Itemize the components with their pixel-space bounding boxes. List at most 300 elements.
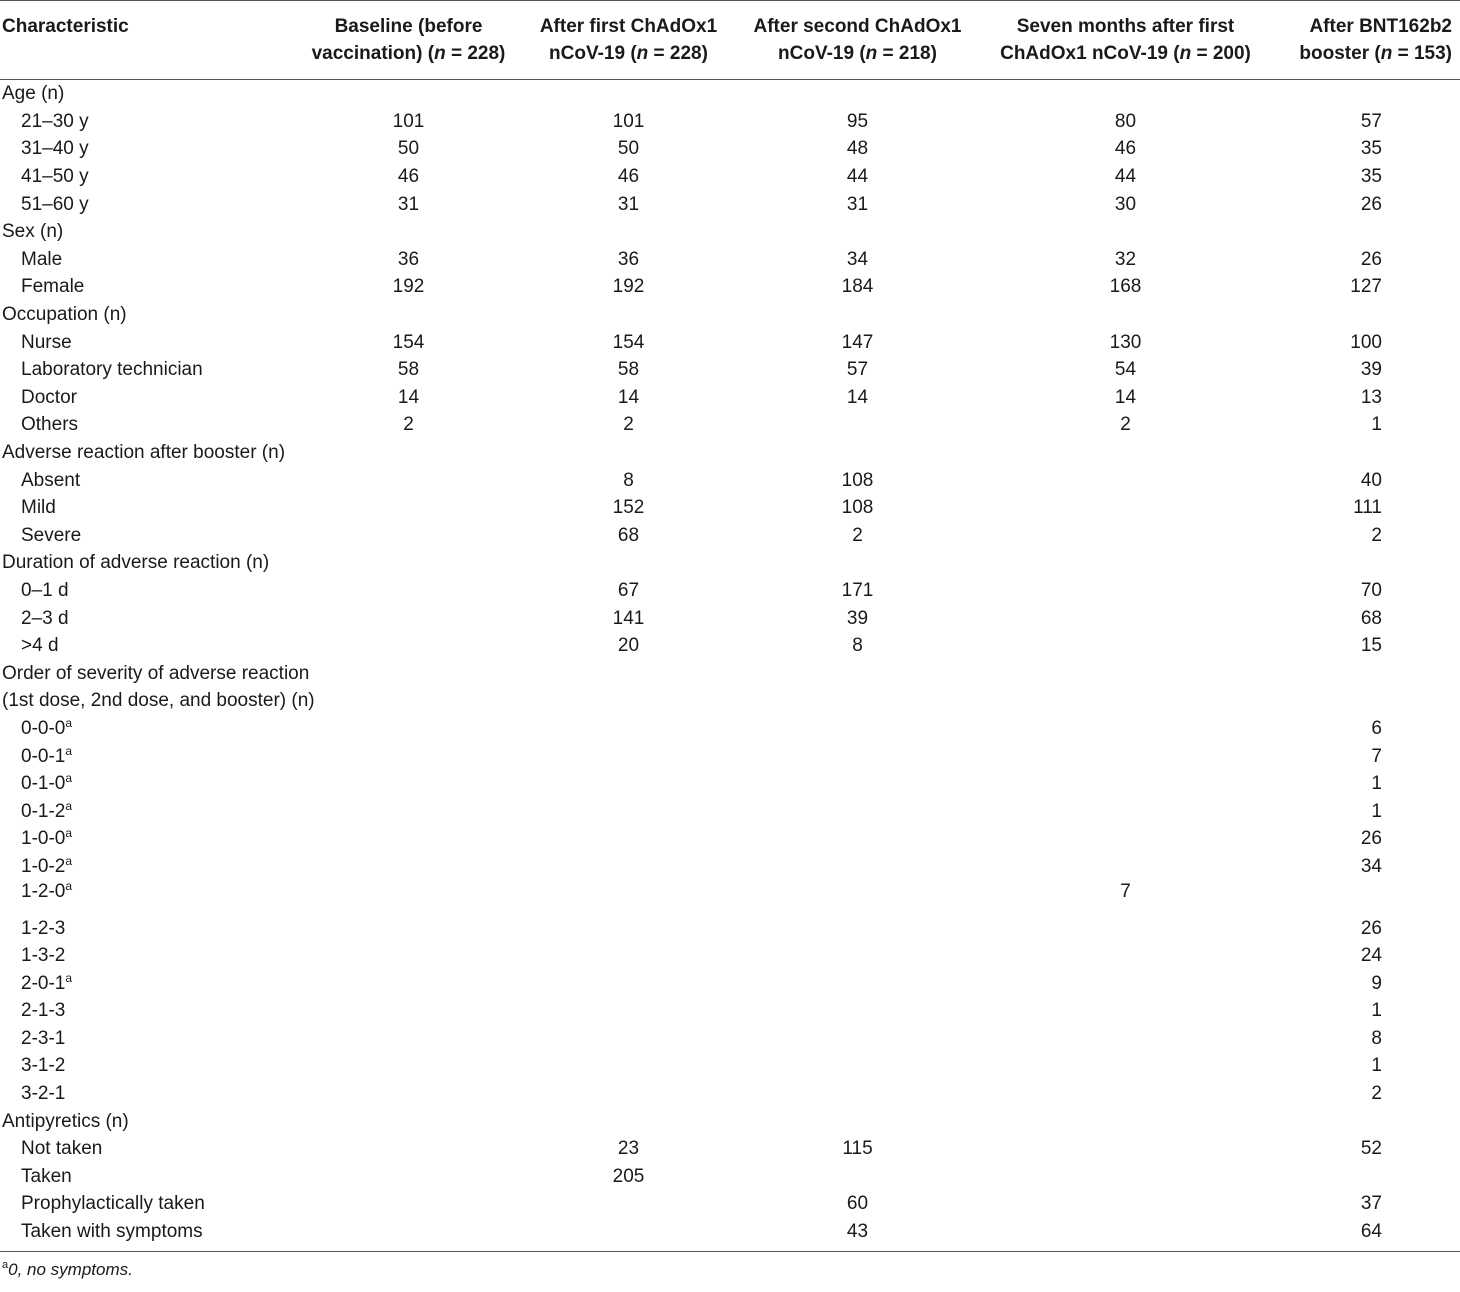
row-value — [983, 914, 1268, 942]
table-row — [0, 301, 1460, 329]
header-after-second-dose: After second ChAdOx1 nCoV-19 (n = 218) — [753, 16, 962, 64]
row-value — [292, 632, 525, 660]
row-value — [732, 218, 983, 246]
row-value: 8 — [623, 469, 634, 491]
row-value — [732, 80, 983, 108]
row-label: 3-2-1 — [21, 1083, 66, 1105]
row-value — [983, 659, 1268, 687]
row-value — [292, 1025, 525, 1053]
row-label: Doctor — [21, 386, 77, 408]
row-value: 31 — [846, 193, 869, 215]
row-value — [292, 1218, 525, 1252]
row-value: 31 — [397, 193, 420, 215]
row-value — [983, 522, 1268, 550]
footnote-mark: a — [2, 1259, 9, 1272]
row-value: 1 — [1371, 1000, 1382, 1022]
row-value: 58 — [397, 359, 420, 381]
row-value — [525, 997, 732, 1025]
row-value: 44 — [846, 166, 869, 188]
row-value: 46 — [617, 166, 640, 188]
row-label: Male — [21, 248, 63, 270]
footnote-mark: a — [65, 879, 73, 894]
table-row — [0, 880, 1460, 914]
row-value: 152 — [612, 497, 645, 519]
row-value: 1 — [1371, 800, 1382, 822]
row-value — [732, 1107, 983, 1135]
row-value: 30 — [1114, 193, 1137, 215]
row-value — [525, 1052, 732, 1080]
row-label: Taken — [21, 1165, 72, 1187]
row-value: 2 — [1371, 524, 1382, 546]
row-label: Antipyretics (n) — [2, 1110, 129, 1132]
row-value — [292, 715, 525, 743]
row-value — [525, 853, 732, 881]
row-value: 50 — [397, 138, 420, 160]
row-value: 2 — [1120, 414, 1131, 436]
row-value: 2 — [852, 524, 863, 546]
header-baseline: Baseline (before vaccination) (n = 228) — [311, 16, 506, 64]
row-label: 2-1-3 — [21, 1000, 66, 1022]
row-value — [292, 577, 525, 605]
row-label: 21–30 y — [21, 110, 89, 132]
table-row — [0, 825, 1460, 853]
row-value — [1268, 301, 1460, 329]
table-row — [0, 356, 1460, 384]
row-value — [292, 466, 525, 494]
row-value — [732, 797, 983, 825]
row-value — [1268, 659, 1460, 687]
table-row — [0, 1107, 1460, 1135]
table-row — [0, 246, 1460, 274]
row-label: Absent — [21, 469, 81, 491]
row-value: 57 — [846, 359, 869, 381]
row-value: 46 — [397, 166, 420, 188]
row-value — [983, 632, 1268, 660]
row-label: 0-0-1$^a$ — [21, 743, 73, 767]
row-value: 46 — [1114, 138, 1137, 160]
row-value: 14 — [1114, 386, 1137, 408]
row-value — [983, 218, 1268, 246]
row-value — [732, 942, 983, 970]
row-value — [525, 825, 732, 853]
row-label: 31–40 y — [21, 138, 89, 160]
table-row — [0, 384, 1460, 412]
row-value — [292, 522, 525, 550]
table-row — [0, 411, 1460, 439]
row-value: 108 — [841, 469, 874, 491]
row-value — [525, 770, 732, 798]
row-value — [983, 853, 1268, 881]
row-label: Duration of adverse reaction (n) — [2, 552, 270, 574]
row-value: 80 — [1114, 110, 1137, 132]
table-row — [0, 742, 1460, 770]
table-row — [0, 1052, 1460, 1080]
row-value: 35 — [1360, 138, 1382, 160]
row-value — [732, 659, 983, 687]
row-value — [292, 853, 525, 881]
row-value — [525, 715, 732, 743]
row-value: 58 — [617, 359, 640, 381]
row-value — [525, 1190, 732, 1218]
row-value — [525, 742, 732, 770]
row-value: 37 — [1360, 1193, 1382, 1215]
row-value — [732, 687, 983, 715]
row-value — [525, 942, 732, 970]
row-label: Female — [21, 276, 85, 298]
row-value — [292, 1135, 525, 1163]
row-value: 2 — [403, 414, 414, 436]
row-value — [525, 549, 732, 577]
row-value — [732, 997, 983, 1025]
row-value — [292, 997, 525, 1025]
row-value — [983, 494, 1268, 522]
row-value — [1268, 1107, 1460, 1135]
row-label: 41–50 y — [21, 166, 89, 188]
row-value: 13 — [1360, 386, 1382, 408]
row-value — [732, 549, 983, 577]
row-value — [292, 770, 525, 798]
row-value — [1268, 687, 1460, 715]
row-value — [732, 969, 983, 997]
row-value — [983, 687, 1268, 715]
row-value: 32 — [1114, 248, 1137, 270]
table-row — [0, 797, 1460, 825]
row-value: 1 — [1371, 773, 1382, 795]
row-value — [732, 1052, 983, 1080]
row-value — [292, 1052, 525, 1080]
row-value — [525, 914, 732, 942]
row-value — [525, 687, 732, 715]
row-label: 0-1-0$^a$ — [21, 771, 73, 795]
table-row — [0, 522, 1460, 550]
footnote-mark: a — [65, 715, 73, 730]
row-value: 171 — [841, 579, 874, 601]
row-label: 1-2-3 — [21, 917, 66, 939]
row-value — [983, 1052, 1268, 1080]
row-value — [292, 797, 525, 825]
footnote-mark: a — [65, 743, 73, 758]
row-value: 40 — [1360, 469, 1382, 491]
row-label: Laboratory technician — [21, 359, 203, 381]
row-value: 14 — [617, 386, 640, 408]
row-label: Order of severity of adverse reaction — [2, 662, 310, 684]
table-row — [0, 1025, 1460, 1053]
row-value — [292, 301, 525, 329]
row-value: 39 — [846, 607, 869, 629]
row-value: 2 — [623, 414, 634, 436]
row-label: Severe — [21, 524, 82, 546]
row-value — [525, 1107, 732, 1135]
row-value — [292, 914, 525, 942]
row-value — [292, 604, 525, 632]
row-value — [732, 770, 983, 798]
row-value — [525, 659, 732, 687]
row-label: 2-3-1 — [21, 1027, 66, 1049]
table-row — [0, 190, 1460, 218]
row-value — [983, 549, 1268, 577]
row-value: 1 — [1371, 1055, 1382, 1077]
table-row — [0, 687, 1460, 715]
row-label: Mild — [21, 497, 56, 519]
row-value: 95 — [846, 110, 869, 132]
row-value: 9 — [1371, 972, 1382, 994]
row-label: Adverse reaction after booster (n) — [2, 442, 286, 464]
row-value: 7 — [1120, 881, 1131, 903]
table-row — [0, 1135, 1460, 1163]
row-value: 101 — [612, 110, 645, 132]
row-value: 20 — [617, 635, 640, 657]
row-value — [292, 742, 525, 770]
row-value — [983, 715, 1268, 743]
row-value: 108 — [841, 497, 874, 519]
table-row — [0, 1218, 1460, 1252]
row-value: 192 — [392, 276, 425, 298]
row-value — [292, 969, 525, 997]
table-row — [0, 942, 1460, 970]
table-row — [0, 914, 1460, 942]
table-row — [0, 632, 1460, 660]
row-value — [292, 825, 525, 853]
row-value: 70 — [1360, 579, 1382, 601]
row-value — [983, 1080, 1268, 1108]
table-row — [0, 466, 1460, 494]
row-value — [732, 914, 983, 942]
footnote-mark: a — [65, 771, 73, 786]
row-value — [292, 942, 525, 970]
row-value: 14 — [397, 386, 420, 408]
row-value — [292, 549, 525, 577]
row-value — [1268, 80, 1460, 108]
row-value: 68 — [1360, 607, 1382, 629]
table-row — [0, 135, 1460, 163]
row-value: 8 — [1371, 1027, 1382, 1049]
table-row — [0, 549, 1460, 577]
row-label: (1st dose, 2nd dose, and booster) (n) — [2, 690, 315, 712]
row-label: 0-0-0$^a$ — [21, 715, 73, 739]
row-value: 205 — [612, 1165, 645, 1187]
row-value: 100 — [1350, 331, 1382, 353]
row-value — [983, 770, 1268, 798]
row-value — [525, 80, 732, 108]
row-value: 68 — [617, 524, 640, 546]
table-row — [0, 853, 1460, 881]
row-value: 8 — [852, 635, 863, 657]
row-value — [292, 80, 525, 108]
table-row — [0, 770, 1460, 798]
row-value: 15 — [1360, 635, 1382, 657]
row-label: Occupation (n) — [2, 304, 127, 326]
row-value: 26 — [1360, 828, 1382, 850]
row-value — [732, 301, 983, 329]
row-value — [525, 797, 732, 825]
row-value: 127 — [1350, 276, 1382, 298]
row-value — [983, 1025, 1268, 1053]
row-value: 2 — [1371, 1083, 1382, 1105]
row-value: 154 — [392, 331, 425, 353]
table-row — [0, 494, 1460, 522]
row-value: 168 — [1109, 276, 1142, 298]
row-value — [983, 466, 1268, 494]
row-label: Prophylactically taken — [21, 1193, 205, 1215]
row-value: 34 — [1360, 855, 1382, 877]
row-label: 2–3 d — [21, 607, 69, 629]
row-value: 6 — [1371, 717, 1382, 739]
row-value — [1268, 218, 1460, 246]
row-value — [983, 1190, 1268, 1218]
table-row — [0, 108, 1460, 136]
row-value — [292, 659, 525, 687]
row-label: 1-0-2$^a$ — [21, 853, 73, 877]
row-value — [292, 1107, 525, 1135]
row-label: 1-0-0$^a$ — [21, 826, 73, 850]
row-value — [983, 1107, 1268, 1135]
row-value — [292, 439, 525, 467]
row-value: 147 — [841, 331, 874, 353]
footnote-mark: a — [65, 853, 73, 868]
row-value — [292, 494, 525, 522]
row-value — [983, 1218, 1268, 1252]
row-value — [292, 687, 525, 715]
row-value — [983, 301, 1268, 329]
row-label: Age (n) — [2, 83, 65, 105]
row-label: Sex (n) — [2, 221, 64, 243]
row-value: 7 — [1371, 745, 1382, 767]
row-value — [983, 742, 1268, 770]
row-value — [525, 1218, 732, 1252]
footnote-mark: a — [65, 970, 73, 985]
header-row — [0, 1, 1460, 80]
row-value — [983, 942, 1268, 970]
table-row — [0, 328, 1460, 356]
row-value: 23 — [617, 1138, 640, 1160]
row-value: 154 — [612, 331, 645, 353]
table-row — [0, 659, 1460, 687]
header-seven-months: Seven months after first ChAdOx1 nCoV-19 (n = 200) — [1000, 16, 1251, 64]
row-value: 64 — [1360, 1221, 1382, 1243]
row-value — [983, 825, 1268, 853]
table-row — [0, 1163, 1460, 1191]
table-row — [0, 997, 1460, 1025]
row-value — [292, 1190, 525, 1218]
row-value: 34 — [846, 248, 869, 270]
row-value — [292, 880, 525, 914]
header-after-first-dose: After first ChAdOx1 nCoV-19 (n = 228) — [539, 16, 718, 64]
row-value — [732, 853, 983, 881]
row-value: 26 — [1360, 248, 1382, 270]
row-value — [292, 218, 525, 246]
row-value: 57 — [1360, 110, 1382, 132]
table-row — [0, 969, 1460, 997]
row-value — [732, 1163, 983, 1191]
row-label: 0–1 d — [21, 579, 69, 601]
row-value — [292, 1163, 525, 1191]
row-value — [983, 997, 1268, 1025]
row-value — [525, 301, 732, 329]
row-value — [983, 1163, 1268, 1191]
row-value: 36 — [397, 248, 420, 270]
row-value: 115 — [842, 1138, 873, 1160]
row-value — [983, 577, 1268, 605]
row-value: 36 — [617, 248, 640, 270]
row-value: 52 — [1360, 1138, 1382, 1160]
table-row — [0, 273, 1460, 301]
table-row — [0, 218, 1460, 246]
table-row — [0, 80, 1460, 108]
footnote-mark: a — [65, 826, 73, 841]
row-value — [525, 969, 732, 997]
row-value — [525, 439, 732, 467]
row-value — [525, 1025, 732, 1053]
row-value: 1 — [1371, 414, 1382, 436]
row-value — [983, 797, 1268, 825]
row-label: 2-0-1$^a$ — [21, 970, 73, 994]
table-row — [0, 715, 1460, 743]
row-value: 31 — [617, 193, 640, 215]
row-label: 0-1-2$^a$ — [21, 798, 73, 822]
row-value — [732, 742, 983, 770]
row-value — [1268, 880, 1460, 914]
row-value: 50 — [617, 138, 640, 160]
row-value — [983, 80, 1268, 108]
row-value — [732, 715, 983, 743]
table-row — [0, 163, 1460, 191]
row-value — [525, 218, 732, 246]
row-value — [525, 880, 732, 914]
table-row — [0, 604, 1460, 632]
row-label: 51–60 y — [21, 193, 89, 215]
row-value: 192 — [612, 276, 645, 298]
row-value — [732, 1080, 983, 1108]
row-value — [983, 604, 1268, 632]
row-value — [1268, 549, 1460, 577]
row-label: 1-2-0$^a$ — [21, 879, 73, 903]
row-label: Taken with symptoms — [21, 1221, 203, 1243]
header-after-booster: After BNT162b2 booster (n = 153) — [1299, 16, 1452, 64]
row-value — [525, 1080, 732, 1108]
row-label: 3-1-2 — [21, 1055, 66, 1077]
row-value — [732, 825, 983, 853]
table-row — [0, 1190, 1460, 1218]
row-value: 48 — [846, 138, 869, 160]
table-row — [0, 1080, 1460, 1108]
row-value — [1268, 1163, 1460, 1191]
row-label: Nurse — [21, 331, 72, 353]
row-value: 26 — [1360, 917, 1382, 939]
row-label: Others — [21, 414, 79, 436]
table-row — [0, 439, 1460, 467]
row-value: 43 — [846, 1221, 869, 1243]
row-value — [732, 880, 983, 914]
table-body — [0, 80, 1460, 1252]
row-value: 184 — [841, 276, 874, 298]
row-value — [732, 411, 983, 439]
footnote-mark: a — [65, 798, 73, 813]
row-value: 24 — [1360, 945, 1382, 967]
row-label: Not taken — [21, 1138, 103, 1160]
row-value: 111 — [1353, 497, 1382, 519]
footnote-text: 0, no symptoms. — [8, 1260, 133, 1280]
row-value: 101 — [392, 110, 425, 132]
header-characteristic: Characteristic — [2, 16, 129, 37]
row-value — [1268, 439, 1460, 467]
row-value: 130 — [1109, 331, 1142, 353]
table-footnote — [0, 1260, 1460, 1280]
row-value: 35 — [1360, 166, 1382, 188]
row-value — [732, 1025, 983, 1053]
row-value — [292, 1080, 525, 1108]
row-value — [732, 439, 983, 467]
row-value: 26 — [1360, 193, 1382, 215]
